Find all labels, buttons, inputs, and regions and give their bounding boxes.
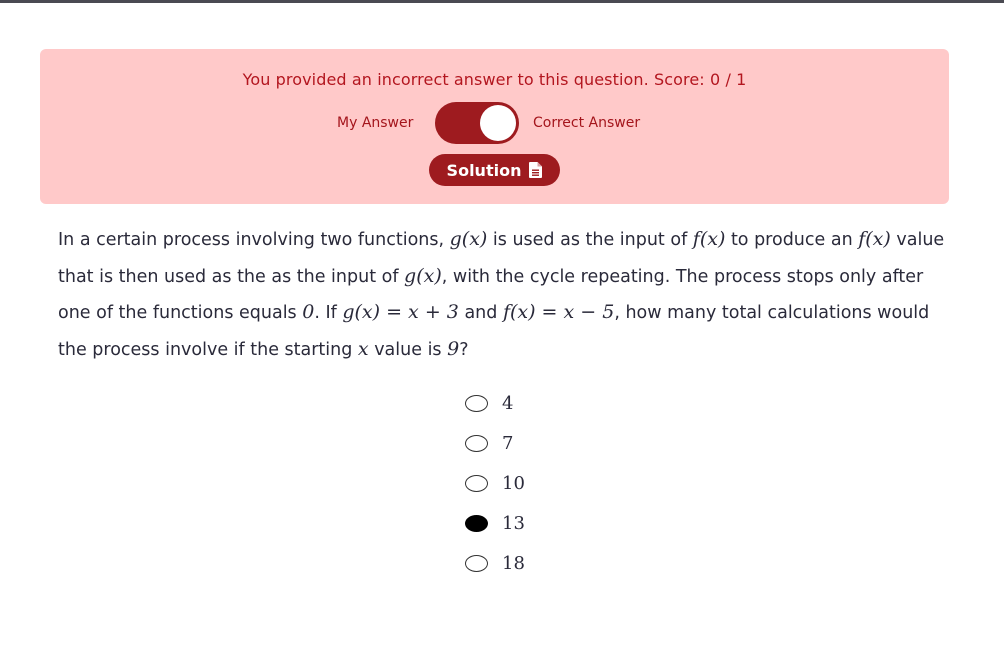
answer-toggle-row [40, 102, 949, 144]
question-text-9: value is [368, 339, 448, 360]
radio-button[interactable] [465, 515, 488, 532]
radio-button[interactable] [465, 475, 488, 492]
math-g-of-x: g(x) [449, 228, 488, 250]
score-message: You provided an incorrect answer to this question. Score: 0 / 1 [242, 70, 747, 89]
question-text-10: ? [459, 339, 469, 360]
choice-option[interactable] [464, 392, 584, 416]
solution-button-label: Solution [446, 160, 522, 180]
radio-button[interactable] [465, 435, 488, 452]
choice-option[interactable] [464, 512, 584, 536]
choice-label: 13 [502, 513, 525, 534]
math-zero: 0 [302, 301, 315, 323]
question-text-8: , how many total calculations would the process involve if the starting [58, 303, 930, 360]
question-text-6: . If [314, 303, 343, 323]
math-nine: 9 [447, 337, 460, 360]
math-f-definition: f(x) = x − 5 [502, 301, 615, 323]
question-text-4: value that is then used as the as the input of [58, 230, 945, 287]
question-text-3: to produce an [725, 230, 859, 250]
feedback-panel [40, 49, 949, 204]
question-text-1: In a certain process involving two functions, [58, 230, 450, 250]
choice-label: 18 [502, 553, 525, 574]
math-f-of-x: f(x) [858, 228, 891, 250]
math-x: x [357, 337, 369, 360]
question-text [58, 222, 948, 368]
answer-toggle-switch[interactable] [435, 102, 519, 144]
correct-answer-label[interactable]: Correct Answer [533, 115, 641, 131]
choice-option[interactable] [464, 472, 584, 496]
choice-label: 4 [502, 393, 514, 414]
question-text-7: and [458, 303, 503, 323]
question-text-5: , with the cycle repeating. The process stops only after one of the functions equals [58, 266, 924, 323]
solution-button[interactable] [429, 154, 560, 186]
choice-option[interactable] [464, 432, 584, 456]
question-text-2: is used as the input of [487, 230, 693, 250]
document-icon [529, 162, 542, 178]
my-answer-label[interactable]: My Answer [337, 115, 414, 131]
choice-option[interactable] [464, 552, 584, 576]
top-divider [0, 0, 1004, 3]
choice-label: 7 [502, 433, 514, 454]
radio-button[interactable] [465, 555, 488, 572]
math-g-of-x: g(x) [404, 264, 442, 287]
math-f-of-x: f(x) [692, 228, 726, 250]
choice-label: 10 [502, 473, 525, 494]
math-g-definition: g(x) = x + 3 [342, 301, 459, 323]
toggle-knob [480, 105, 516, 141]
radio-button[interactable] [465, 395, 488, 412]
